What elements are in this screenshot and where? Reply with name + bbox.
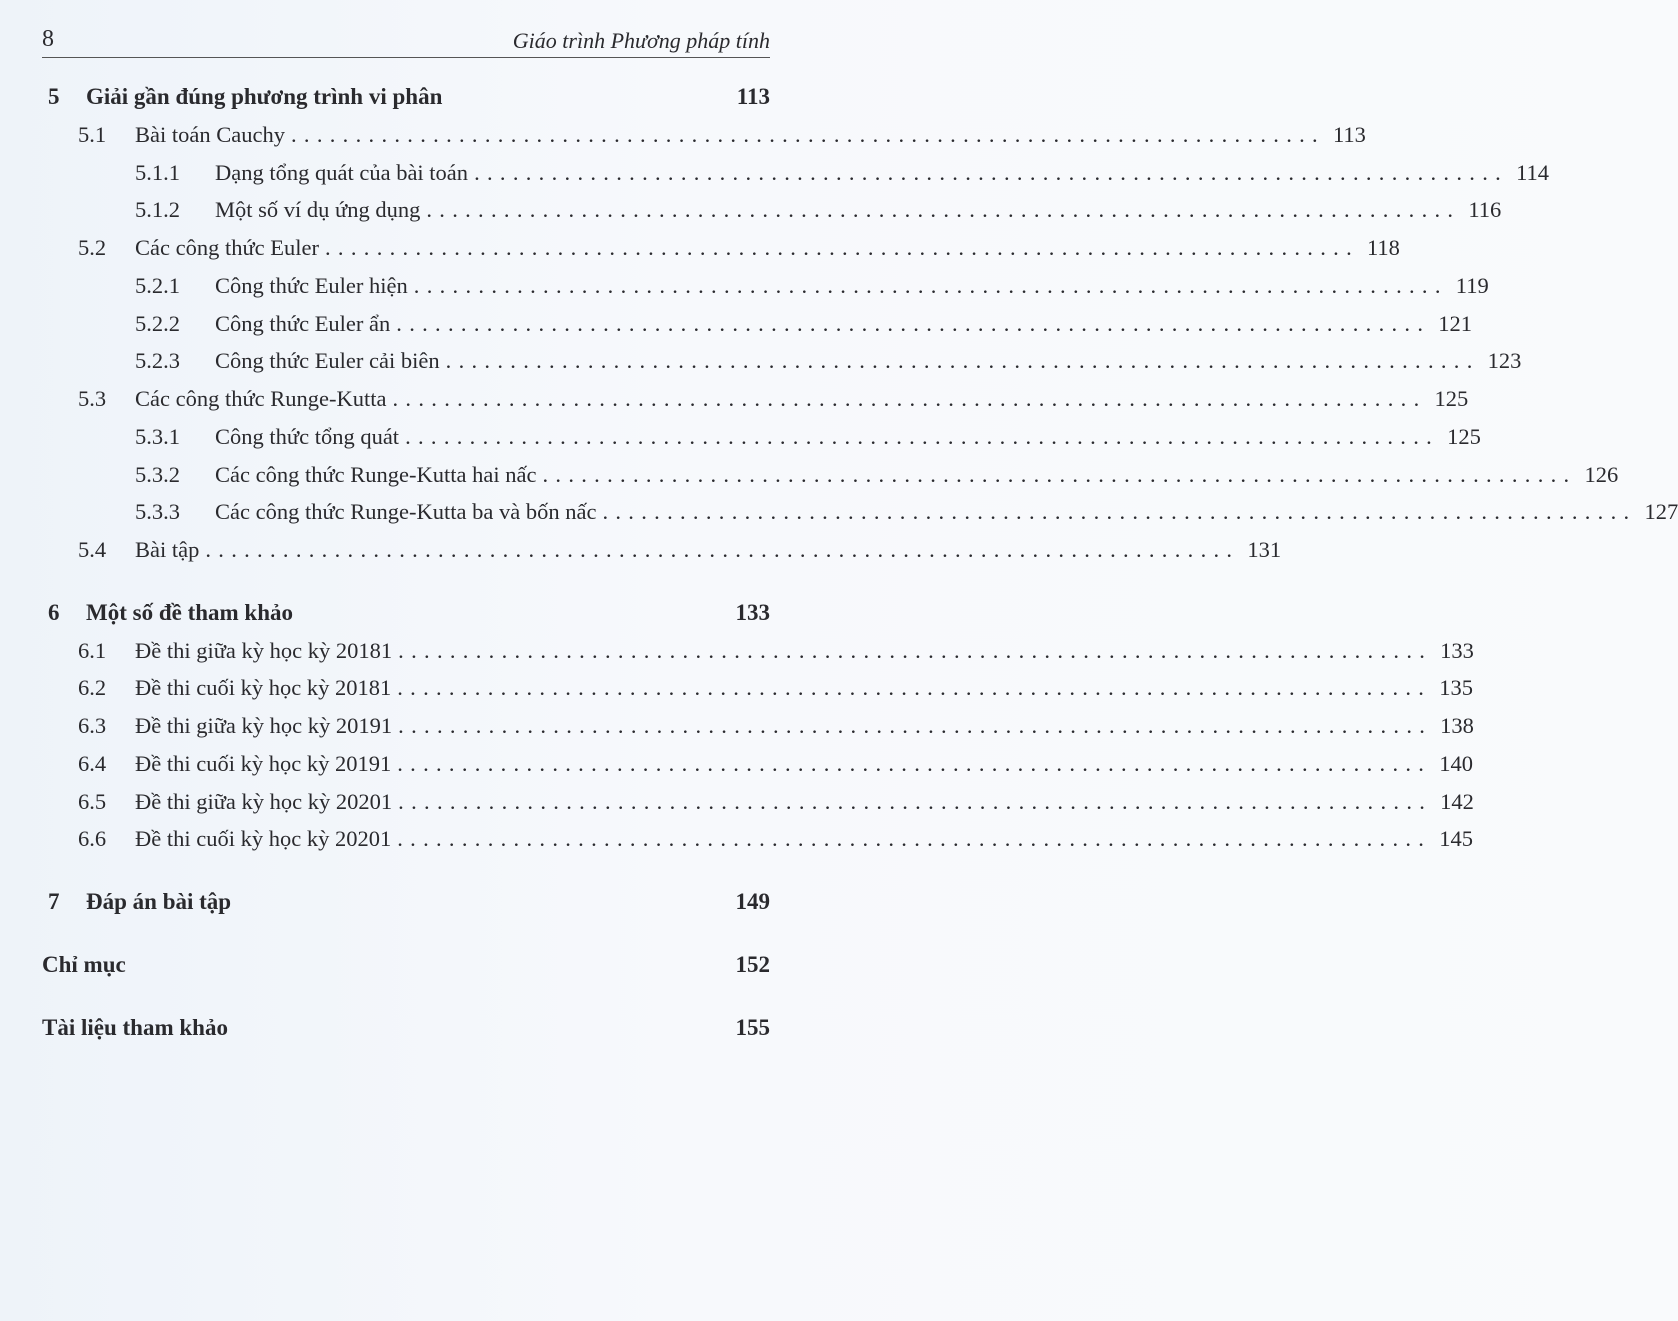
entry-page: 152 — [735, 951, 770, 977]
entry-number: 5.2 — [78, 235, 107, 260]
entry-page: 145 — [1439, 826, 1473, 852]
toc-entry[interactable] — [0, 594, 828, 632]
dot-leader: ................................................................................ — [542, 461, 1577, 487]
toc-entry[interactable] — [0, 456, 1619, 494]
entry-title: Đáp án bài tập — [86, 889, 232, 914]
toc-entry[interactable] — [0, 946, 828, 984]
entry-title: Bài tập — [135, 537, 200, 562]
spacer — [132, 946, 728, 984]
entry-title: Chỉ mục — [42, 951, 126, 977]
running-header — [42, 26, 770, 58]
entry-title: Đề thi giữa kỳ học kỳ 20201 — [135, 788, 393, 814]
book-title: Giáo trình Phương pháp tính — [512, 28, 770, 53]
spacer — [237, 883, 727, 921]
entry-page: 121 — [1438, 310, 1473, 336]
entry-number: 5.2.2 — [135, 310, 180, 336]
dot-leader: ................................................................................ — [405, 423, 1440, 449]
dot-leader: ................................................................................ — [397, 675, 1432, 701]
toc-entry[interactable] — [0, 154, 1549, 192]
entry-page: 127 — [1644, 499, 1678, 525]
entry-title: Công thức Euler hiện — [215, 272, 408, 298]
entry-number: 5.3.2 — [135, 461, 180, 487]
toc-entry[interactable] — [0, 191, 1502, 229]
entry-title: Bài toán Cauchy — [135, 121, 285, 147]
entry-number: 6.2 — [78, 675, 107, 701]
toc-entry[interactable] — [0, 745, 1473, 783]
entry-title: Đề thi giữa kỳ học kỳ 20181 — [135, 637, 393, 663]
spacer — [448, 78, 728, 116]
dot-leader: ................................................................................ — [205, 537, 1240, 562]
toc-entry[interactable] — [0, 669, 1473, 707]
entry-number: 5.1.1 — [135, 159, 180, 185]
entry-number: 5.3.3 — [135, 499, 180, 525]
entry-title: Dạng tổng quát của bài toán — [215, 159, 469, 185]
entry-title: Một số đề tham khảo — [86, 599, 294, 625]
toc-entry[interactable] — [0, 1009, 828, 1047]
toc-entry[interactable] — [0, 380, 1469, 418]
entry-number: 6.4 — [78, 750, 107, 776]
table-of-contents — [0, 78, 1678, 1046]
dot-leader: ................................................................................ — [398, 713, 1433, 738]
entry-page: 118 — [1367, 235, 1400, 260]
entry-number: 7 — [48, 889, 60, 914]
entry-page: 113 — [1332, 121, 1366, 147]
entry-number: 5 — [48, 84, 60, 109]
toc-entry[interactable] — [0, 783, 1474, 821]
dot-leader: ................................................................................ — [413, 272, 1448, 298]
entry-title: Công thức tổng quát — [215, 423, 400, 449]
entry-number: 5.3 — [78, 386, 107, 411]
dot-leader: ................................................................................ — [398, 788, 1433, 814]
entry-title: Một số ví dụ ứng dụng — [215, 197, 421, 223]
entry-title: Các công thức Runge-Kutta — [135, 386, 387, 411]
entry-title: Đề thi cuối kỳ học kỳ 20201 — [135, 826, 392, 852]
toc-entry[interactable] — [0, 632, 1474, 670]
entry-title: Giải gần đúng phương trình vi phân — [86, 84, 443, 109]
entry-number: 6.1 — [78, 637, 107, 663]
entry-page: 135 — [1439, 675, 1473, 701]
entry-page: 142 — [1440, 788, 1474, 814]
entry-number: 5.1 — [78, 121, 107, 147]
toc-entry[interactable] — [0, 493, 1678, 531]
dot-leader: ................................................................................ — [602, 499, 1637, 525]
entry-page: 155 — [735, 1014, 770, 1040]
entry-page: 125 — [1434, 386, 1469, 411]
entry-page: 125 — [1447, 423, 1481, 449]
entry-title: Đề thi cuối kỳ học kỳ 20181 — [135, 675, 392, 701]
dot-leader: ................................................................................ — [445, 348, 1480, 374]
entry-number: 5.2.1 — [135, 272, 180, 298]
dot-leader: ................................................................................ — [290, 121, 1325, 147]
dot-leader: ................................................................................ — [325, 235, 1359, 260]
dot-leader: ................................................................................ — [392, 386, 1427, 411]
entry-number: 6.3 — [78, 713, 107, 738]
entry-title: Đề thi cuối kỳ học kỳ 20191 — [135, 750, 392, 776]
spacer — [299, 594, 727, 632]
toc-entry[interactable] — [0, 707, 1474, 745]
toc-entry[interactable] — [0, 418, 1481, 456]
dot-leader: ................................................................................ — [426, 197, 1461, 223]
entry-number: 5.2.3 — [135, 348, 180, 374]
entry-number: 5.1.2 — [135, 197, 180, 223]
toc-entry[interactable] — [0, 116, 1366, 154]
entry-page: 113 — [736, 84, 770, 109]
entry-page: 119 — [1455, 272, 1489, 298]
toc-entry[interactable] — [0, 305, 1473, 343]
dot-leader: ................................................................................ — [398, 637, 1433, 663]
entry-page: 114 — [1516, 159, 1549, 185]
entry-page: 133 — [1440, 637, 1474, 663]
toc-entry[interactable] — [0, 78, 828, 116]
entry-page: 131 — [1247, 537, 1282, 562]
entry-title: Các công thức Euler — [135, 235, 319, 260]
entry-number: 5.3.1 — [135, 423, 180, 449]
entry-title: Đề thi giữa kỳ học kỳ 20191 — [135, 713, 393, 738]
entry-page: 126 — [1584, 461, 1619, 487]
dot-leader: ................................................................................ — [474, 159, 1509, 185]
entry-page: 138 — [1440, 713, 1474, 738]
entry-number: 6 — [48, 599, 60, 625]
entry-title: Tài liệu tham khảo — [42, 1014, 228, 1040]
entry-title: Các công thức Runge-Kutta hai nấc — [215, 461, 537, 487]
spacer — [234, 1009, 728, 1047]
page-number: 8 — [42, 26, 54, 52]
toc-entry[interactable] — [0, 267, 1489, 305]
toc-entry[interactable] — [0, 342, 1522, 380]
dot-leader: ................................................................................ — [397, 750, 1432, 776]
entry-title: Công thức Euler ẩn — [215, 310, 391, 336]
toc-entry[interactable] — [0, 883, 828, 921]
dot-leader: ................................................................................ — [396, 310, 1431, 336]
entry-page: 140 — [1439, 750, 1473, 776]
entry-page: 116 — [1468, 197, 1502, 223]
entry-number: 5.4 — [78, 537, 107, 562]
entry-title: Các công thức Runge-Kutta ba và bốn nấc — [215, 499, 597, 525]
entry-page: 149 — [735, 889, 770, 914]
entry-number: 6.5 — [78, 788, 107, 814]
entry-title: Công thức Euler cải biên — [215, 348, 440, 374]
entry-page: 123 — [1487, 348, 1522, 374]
entry-page: 133 — [735, 599, 770, 625]
toc-entry[interactable] — [0, 531, 1282, 569]
toc-entry[interactable] — [0, 229, 1400, 267]
toc-entry[interactable] — [0, 820, 1473, 858]
dot-leader: ................................................................................ — [397, 826, 1432, 852]
entry-number: 6.6 — [78, 826, 107, 852]
